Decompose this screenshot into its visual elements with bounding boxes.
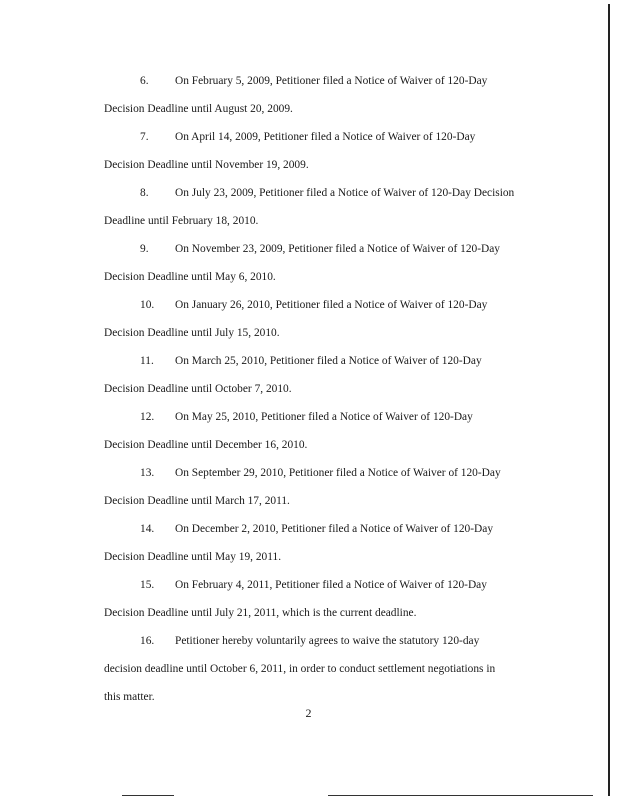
paragraph-6 [104, 67, 544, 123]
paragraph-16 [104, 627, 544, 711]
paragraph-first-line [104, 515, 544, 543]
paragraph-number: 11. [140, 355, 154, 367]
paragraph-first-line [104, 235, 544, 263]
footer-rule-right [328, 795, 593, 796]
paragraph-7 [104, 123, 544, 179]
paragraph-number: 12. [140, 411, 155, 423]
paragraph-number: 6. [140, 75, 149, 87]
paragraph-text: On September 29, 2010, Petitioner filed a Notice of Waiver of 120-Day [175, 467, 501, 479]
paragraph-number: 16. [140, 635, 155, 647]
paragraph-number: 15. [140, 579, 155, 591]
paragraph-number: 10. [140, 299, 155, 311]
paragraph-text: On February 4, 2011, Petitioner filed a Notice of Waiver of 120-Day [175, 579, 487, 591]
paragraph-number: 9. [140, 243, 149, 255]
paragraph-9 [104, 235, 544, 291]
paragraph-first-line [104, 67, 544, 95]
paragraph-first-line [104, 123, 544, 151]
paragraph-first-line [104, 403, 544, 431]
paragraph-text: On March 25, 2010, Petitioner filed a Notice of Waiver of 120-Day [175, 355, 482, 367]
paragraph-number: 14. [140, 523, 155, 535]
paragraph-8 [104, 179, 544, 235]
paragraph-first-line [104, 291, 544, 319]
paragraph-14 [104, 515, 544, 571]
page-edge-border [608, 4, 610, 796]
paragraph-text: On May 25, 2010, Petitioner filed a Notice of Waiver of 120-Day [175, 411, 473, 423]
paragraph-continuation: this matter. [104, 691, 155, 703]
paragraph-12 [104, 403, 544, 459]
paragraph-15 [104, 571, 544, 627]
paragraph-13 [104, 459, 544, 515]
paragraph-continuation: decision deadline until October 6, 2011, in order to conduct settlement negotiations in [104, 663, 496, 675]
paragraph-text: On December 2, 2010, Petitioner filed a Notice of Waiver of 120-Day [175, 523, 494, 535]
paragraph-continuation: Decision Deadline until March 17, 2011. [104, 495, 290, 507]
page-number: 2 [305, 706, 312, 720]
paragraph-text: Petitioner hereby voluntarily agrees to waive the statutory 120-day [175, 635, 480, 647]
paragraph-continuation: Decision Deadline until October 7, 2010. [104, 383, 292, 395]
paragraph-continuation: Decision Deadline until July 15, 2010. [104, 327, 280, 339]
paragraph-continuation: Decision Deadline until December 16, 2010. [104, 439, 308, 451]
paragraph-text: On January 26, 2010, Petitioner filed a Notice of Waiver of 120-Day [175, 299, 488, 311]
footer-rule-left [122, 795, 174, 796]
paragraph-first-line [104, 179, 544, 207]
paragraph-continuation: Decision Deadline until May 19, 2011. [104, 551, 282, 563]
paragraph-text: On February 5, 2009, Petitioner filed a Notice of Waiver of 120-Day [175, 75, 488, 87]
paragraph-10 [104, 291, 544, 347]
paragraph-number: 13. [140, 467, 155, 479]
paragraph-first-line [104, 459, 544, 487]
paragraph-continuation: Decision Deadline until May 6, 2010. [104, 271, 276, 283]
paragraph-continuation: Deadline until February 18, 2010. [104, 215, 259, 227]
paragraph-text: On April 14, 2009, Petitioner filed a Notice of Waiver of 120-Day [175, 131, 476, 143]
paragraph-11 [104, 347, 544, 403]
paragraph-continuation: Decision Deadline until July 21, 2011, which is the current deadline. [104, 607, 417, 619]
paragraph-first-line [104, 627, 544, 655]
paragraph-continuation: Decision Deadline until August 20, 2009. [104, 103, 293, 115]
paragraph-text: On November 23, 2009, Petitioner filed a Notice of Waiver of 120-Day [175, 243, 500, 255]
paragraph-continuation: Decision Deadline until November 19, 2009. [104, 159, 309, 171]
paragraph-first-line [104, 571, 544, 599]
paragraph-text: On July 23, 2009, Petitioner filed a Notice of Waiver of 120-Day Decision [175, 187, 515, 199]
paragraph-number: 7. [140, 131, 149, 143]
paragraph-first-line [104, 347, 544, 375]
paragraph-number: 8. [140, 187, 149, 199]
